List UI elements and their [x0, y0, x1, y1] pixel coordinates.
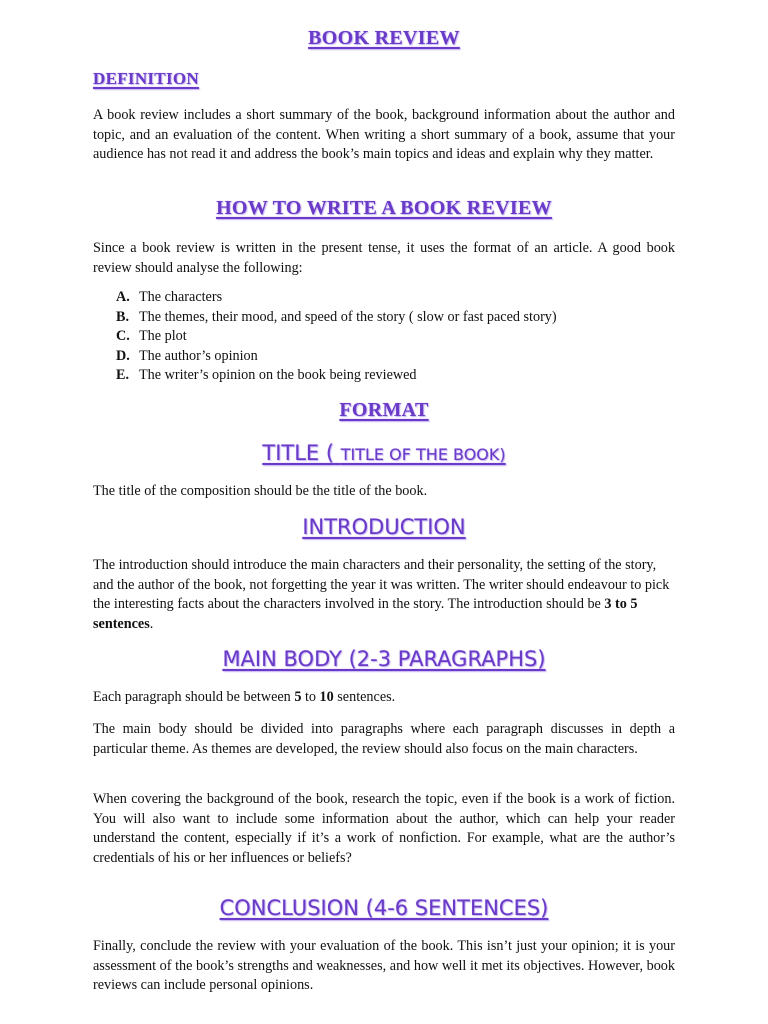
analysis-list	[116, 288, 557, 386]
main-body-p1-mid: to	[301, 689, 320, 705]
list-item-letter: D.	[116, 347, 130, 364]
introduction-heading: INTRODUCTION	[302, 515, 466, 539]
conclusion-paragraph: Finally, conclude the review with your evaluation of the book. This isn’t just your opinion; it is your assessment of the book’s strengths and weaknesses, and how well it met its objectives. However, book reviews can include personal opinions.	[93, 938, 675, 993]
list-item-text: The characters	[139, 289, 223, 305]
introduction-text: The introduction should introduce the main characters and their personality, the setting of the story, and the author of the book, not forgetting the year it was written. The writer should endeavour to pick the interesting facts about the characters involved in the story. The introduction should be	[93, 557, 670, 612]
list-item-text: The plot	[139, 328, 187, 344]
page-title: BOOK REVIEW	[308, 27, 460, 49]
list-item	[116, 308, 557, 328]
main-body-paragraph-1	[93, 688, 675, 708]
main-body-p1-max: 10	[319, 689, 334, 705]
how-to-paragraph: Since a book review is written in the present tense, it uses the format of an article. A good book review should analyse the following:	[93, 240, 675, 276]
list-item-text: The writer’s opinion on the book being reviewed	[139, 367, 417, 383]
main-body-heading: MAIN BODY (2-3 PARAGRAPHS)	[222, 647, 546, 671]
list-item-letter: B.	[116, 308, 130, 325]
conclusion-heading: CONCLUSION (4-6 SENTENCES)	[219, 896, 549, 920]
introduction-text-end: .	[149, 615, 154, 632]
introduction-paragraph	[93, 556, 675, 634]
main-body-paragraph-3: When covering the background of the book, research the topic, even if the book is a work of fiction. You will also want to include some information about the author, which can help your reader understand the content, especially if it’s a work of nonfiction. For example, what are the author’s credentials of his or her influences or beliefs?	[93, 791, 675, 866]
main-body-p1-end: sentences.	[333, 689, 396, 705]
list-item-letter: A.	[116, 289, 130, 305]
list-item-letter: E.	[116, 367, 130, 383]
list-item-text: The themes, their mood, and speed of the story ( slow or fast paced story)	[139, 308, 557, 325]
list-item-letter: C.	[116, 328, 130, 344]
how-to-heading: HOW TO WRITE A BOOK REVIEW	[216, 197, 552, 219]
introduction-sentence-count: 3 to 5 sentences	[93, 596, 638, 632]
list-item	[116, 288, 557, 308]
list-item	[116, 327, 557, 347]
main-body-p1-text: Each paragraph should be between	[93, 689, 295, 705]
list-item	[116, 347, 557, 367]
definition-heading: DEFINITION	[93, 69, 199, 88]
main-body-p1-min: 5	[294, 689, 302, 705]
title-subheading-small: TITLE OF THE BOOK)	[340, 445, 506, 464]
main-body-paragraph-2: The main body should be divided into paragraphs where each paragraph discusses in depth a particular theme. As themes are developed, the review should also focus on the main characters.	[93, 721, 675, 757]
list-item-text: The author’s opinion	[139, 347, 258, 364]
list-item	[116, 366, 557, 386]
title-paragraph: The title of the composition should be the title of the book.	[93, 483, 428, 499]
title-subheading	[0, 441, 768, 465]
definition-paragraph: A book review includes a short summary of the book, background information about the author and topic, and an evaluation of the content. When writing a short summary of a book, assume that your audience has not read it and address the book’s main topics and ideas and explain why they matter.	[93, 107, 675, 162]
format-heading: FORMAT	[339, 399, 429, 421]
title-subheading-main: TITLE (	[262, 441, 335, 465]
